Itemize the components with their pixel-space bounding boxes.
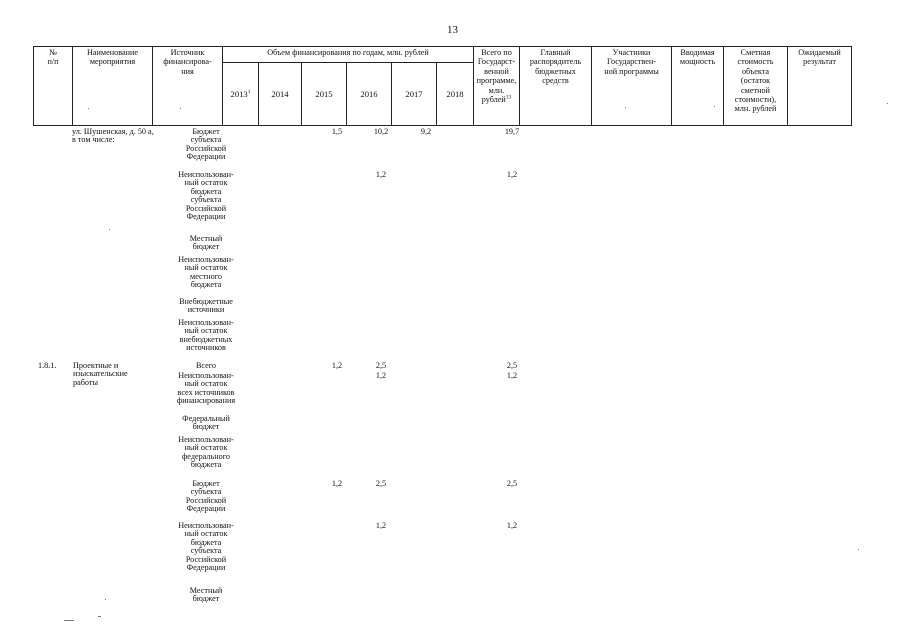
row-0-name: ул. Шушенская, д. 50 а, в том числе: (72, 127, 154, 145)
row-7-source: Неиспользован- ный остаток всех источников финансирования (176, 371, 236, 406)
page-number: 13 (447, 24, 458, 36)
row-4-source: Внебюджетные источники (179, 297, 233, 315)
row-0-2015: 1,5 (331, 127, 343, 136)
row-0-total: 19,7 (504, 127, 520, 136)
year-2013-footnote: 1 (247, 88, 251, 95)
row-5-source: Неиспользован- ный остаток внебюджетных источников (178, 318, 234, 353)
scan-speck (887, 103, 888, 104)
row-6-2015: 1,2 (331, 361, 343, 370)
row-1-source: Неиспользован- ный остаток бюджета субъекта Российской Федерации (178, 170, 234, 222)
year-2016-header: 2016 (347, 63, 392, 126)
row-10-2015: 1,2 (331, 479, 343, 488)
row-11-source: Неиспользован- ный остаток бюджета субъекта Российской Федерации (178, 521, 234, 573)
col-participants-header: Участники Государствен- ной программы (592, 47, 672, 126)
row-0-2017: 9,2 (420, 127, 432, 136)
row-6-2016: 2,5 (375, 361, 387, 370)
row-7-total: 1,2 (506, 371, 518, 380)
scan-speck (109, 229, 110, 230)
scan-speck (625, 107, 626, 108)
col-manager-header: Главный распорядитель бюджетных средств (520, 47, 592, 126)
row-0-2016: 10,2 (373, 127, 389, 136)
row-11-2016: 1,2 (375, 521, 387, 530)
year-2017-header: 2017 (392, 63, 437, 126)
row-6-total: 2,5 (506, 361, 518, 370)
row-6-name: Проектные и изыскательские работы (73, 361, 128, 387)
row-2-source: Местный бюджет (189, 234, 223, 252)
row-7-2016: 1,2 (375, 371, 387, 380)
col-total-footnote: 13 (505, 94, 512, 101)
row-10-source: Бюджет субъекта Российской Федерации (185, 479, 227, 514)
col-estimated-cost-header: Сметная стоимость объекта (остаток сметной стоимости), млн. рублей (724, 47, 788, 126)
scan-speck (98, 616, 101, 617)
row-12-source: Местный бюджет (189, 586, 223, 604)
year-2014-header: 2014 (259, 63, 302, 126)
col-funding-group-header: Объем финансирования по годам, млн. рублей (223, 47, 474, 63)
row-9-source: Неиспользован- ный остаток федерального бюджета (178, 435, 234, 470)
col-name-header: Наименование мероприятия (73, 47, 153, 126)
row-1-total: 1,2 (506, 170, 518, 179)
row-8-source: Федеральный бюджет (182, 414, 230, 432)
scan-speck (180, 108, 181, 109)
row-11-total: 1,2 (506, 521, 518, 530)
row-10-2016: 2,5 (375, 479, 387, 488)
year-2013-label: 2013 (230, 88, 248, 99)
scan-speck (88, 108, 89, 109)
col-num-header: № п/п (34, 47, 73, 126)
col-total-label: Всего по Государст- венной программе, млн. рублей (476, 48, 517, 105)
row-6-source: Всего (195, 361, 217, 370)
row-1-2016: 1,2 (375, 170, 387, 179)
col-capacity-header: Вводимая мощность (672, 47, 724, 126)
row-6-num: 1.8.1. (38, 361, 57, 370)
scan-speck (105, 599, 106, 600)
row-0-source: Бюджет субъекта Российской Федерации (185, 127, 227, 162)
scan-speck (64, 620, 74, 621)
scan-speck (858, 549, 859, 550)
scan-speck (714, 106, 715, 107)
col-source-header: Источник финансирова- ния (153, 47, 223, 126)
row-3-source: Неиспользован- ный остаток местного бюджета (178, 255, 234, 290)
col-expected-result-header: Ожидаемый результат (788, 47, 852, 126)
year-2018-header: 2018 (437, 63, 474, 126)
year-2015-header: 2015 (302, 63, 347, 126)
row-10-total: 2,5 (506, 479, 518, 488)
